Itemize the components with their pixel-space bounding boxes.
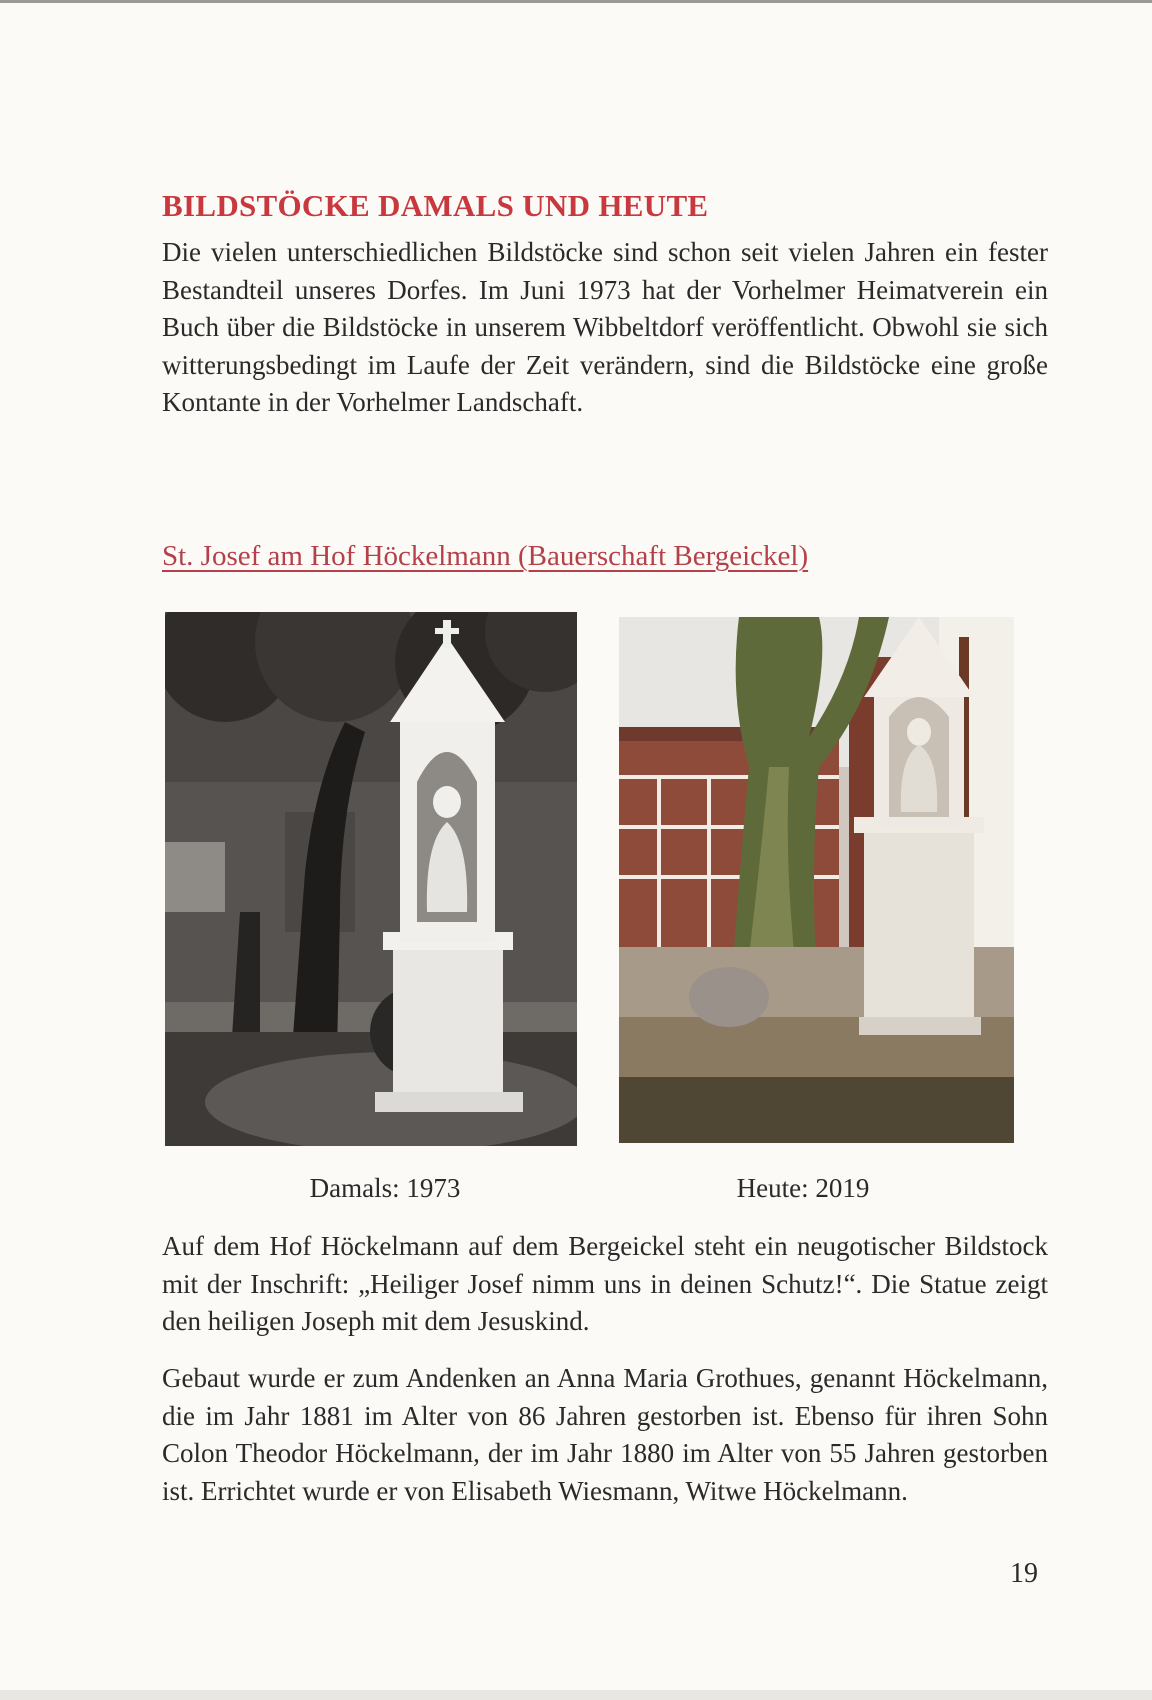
body-paragraph: Auf dem Hof Höckelmann auf dem Bergeickel steht ein neugotischer Bildstock mit der Inschrift: „Heiliger Josef nimm uns in deinen Schutz!“. Die Statue zeigt den heiligen Joseph mit dem Jesuskind. [162, 1231, 1048, 1336]
caption-1973: Damals: 1973 [309, 1173, 461, 1203]
caption-2019: Heute: 2019 [736, 1173, 870, 1203]
body-paragraph: Gebaut wurde er zum Andenken an Anna Maria Grothues, genannt Höckelmann, die im Jahr 1881 im Alter von 86 Jahren gestorben ist. Ebenso für ihren Sohn Colon Theodor Höckelmann, der im Jahr 1880 im Alter von 55 Jahren gestorben ist. Errichtet wurde er von Elisabeth Wiesmann, Witwe Höckelmann. [162, 1363, 1048, 1506]
page-number: 19 [1010, 1558, 1038, 1589]
intro-paragraph: Die vielen unterschiedlichen Bildstöcke sind schon seit vielen Jahren ein fester Bestandteil unseres Dorfes. Im Juni 1973 hat der Vorhelmer Heimatverein ein Buch über die Bildstöcke in unserem Wibbeltdorf veröffentlicht. Obwohl sie sich witterungsbedingt im Laufe der Zeit verändern, sind die Bildstöcke eine große Kontante in der Vorhelmer Landschaft. [162, 237, 1048, 417]
photo-2019 [619, 617, 1014, 1143]
scan-edge [0, 0, 1152, 3]
photo-1973 [165, 612, 577, 1146]
section-title: St. Josef am Hof Höckelmann (Bauerschaft Bergeickel) [162, 540, 809, 572]
scan-edge-bottom [0, 1690, 1152, 1700]
page-heading: BILDSTÖCKE DAMALS UND HEUTE [162, 188, 709, 223]
